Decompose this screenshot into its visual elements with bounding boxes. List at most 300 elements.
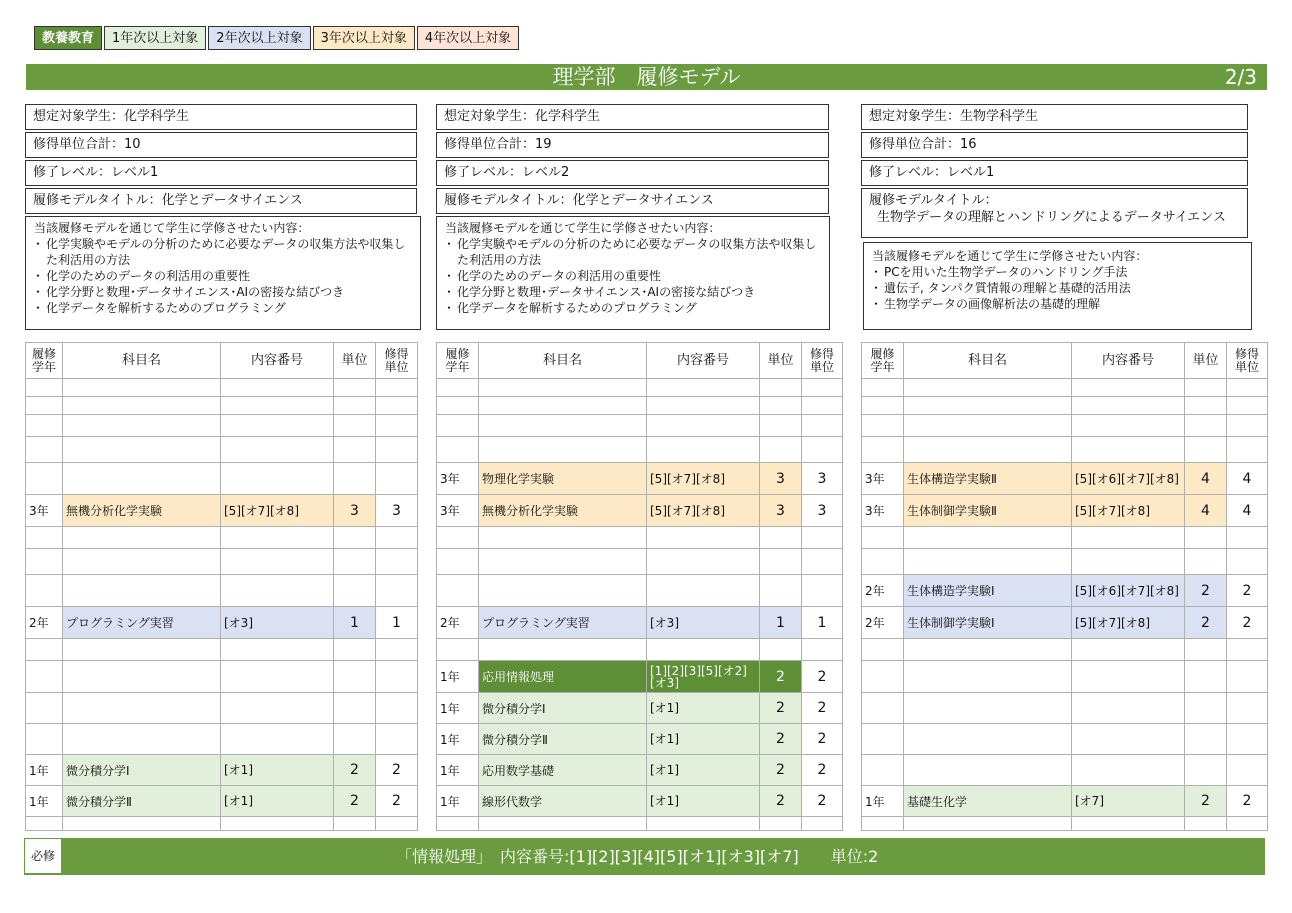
table-row <box>862 495 1268 527</box>
course-code: [5][オ6][オ7][オ8] <box>1072 575 1185 607</box>
course-units <box>334 549 376 575</box>
learning-goal-item: ・ 化学のためのデータの利活用の重要性 <box>445 268 821 284</box>
table-row <box>862 575 1268 607</box>
table-row <box>862 527 1268 549</box>
course-name <box>63 415 221 437</box>
course-name: 応用情報処理 <box>479 661 647 693</box>
course-earned <box>1227 755 1268 786</box>
course-earned <box>1227 379 1268 397</box>
legend-item: 2年次以上対象 <box>208 26 310 50</box>
course-code <box>1072 693 1185 724</box>
course-earned <box>376 415 418 437</box>
total-units: 修得単位合計：10 <box>25 132 417 158</box>
table-row <box>437 607 843 639</box>
table-row <box>437 724 843 755</box>
learning-goal-item: ・ 化学データを解析するためのプログラミング <box>445 300 821 316</box>
table-row <box>26 437 418 463</box>
table-row <box>26 549 418 575</box>
course-year <box>862 527 904 549</box>
course-year <box>437 397 479 415</box>
subject-header: 科目名 <box>904 343 1072 379</box>
course-year <box>26 639 63 661</box>
course-units <box>334 463 376 495</box>
course-year <box>437 527 479 549</box>
course-units <box>1185 549 1227 575</box>
table-row <box>862 639 1268 661</box>
course-code: [オ1] <box>647 724 760 755</box>
course-units <box>334 817 376 831</box>
course-earned <box>1227 817 1268 831</box>
table-row <box>26 755 418 786</box>
course-year: 2年 <box>437 607 479 639</box>
course-year <box>862 437 904 463</box>
model-title: 履修モデルタイトル：化学とデータサイエンス <box>436 188 829 214</box>
course-year <box>862 661 904 693</box>
course-name <box>904 639 1072 661</box>
legend-item: 4年次以上対象 <box>417 26 519 50</box>
course-earned <box>802 379 843 397</box>
course-name <box>63 463 221 495</box>
table-row <box>437 693 843 724</box>
course-earned <box>376 397 418 415</box>
course-year <box>26 549 63 575</box>
course-name <box>904 397 1072 415</box>
total-units: 修得単位合計：19 <box>436 132 829 158</box>
course-units <box>334 639 376 661</box>
target-student: 想定対象学生：化学科学生 <box>436 104 829 130</box>
table-row <box>862 463 1268 495</box>
course-year <box>26 397 63 415</box>
course-year <box>862 693 904 724</box>
required-course-info: 「情報処理」 内容番号:[1][2][3][4][5][オ1][オ3][オ7] 単位:2 <box>396 847 879 866</box>
course-code: [オ3] <box>221 607 334 639</box>
course-year <box>862 549 904 575</box>
course-units <box>334 661 376 693</box>
learning-goals-box <box>863 242 1252 330</box>
course-units: 3 <box>760 495 802 527</box>
course-year <box>862 397 904 415</box>
table-row <box>26 527 418 549</box>
course-year <box>862 755 904 786</box>
course-units: 1 <box>760 607 802 639</box>
course-name: 物理化学実験 <box>479 463 647 495</box>
course-name <box>479 397 647 415</box>
course-name: 生体制御学実験Ⅰ <box>904 607 1072 639</box>
color-legend <box>34 26 521 50</box>
course-code <box>1072 661 1185 693</box>
course-earned <box>1227 397 1268 415</box>
course-earned <box>802 437 843 463</box>
learning-goals-box <box>436 216 830 330</box>
target-student: 想定対象学生：生物学科学生 <box>861 104 1248 130</box>
units-header: 単位 <box>760 343 802 379</box>
course-earned <box>802 639 843 661</box>
course-code <box>221 549 334 575</box>
table-row <box>437 397 843 415</box>
course-units <box>1185 397 1227 415</box>
course-earned: 2 <box>802 786 843 817</box>
target-student: 想定対象学生：化学科学生 <box>25 104 417 130</box>
course-year: 3年 <box>437 495 479 527</box>
page-title-bar <box>26 64 1267 90</box>
table-row <box>862 786 1268 817</box>
course-name: 基礎生化学 <box>904 786 1072 817</box>
course-code: [5][オ6][オ7][オ8] <box>1072 463 1185 495</box>
course-units <box>1185 437 1227 463</box>
course-earned <box>376 724 418 755</box>
course-year <box>437 379 479 397</box>
course-code <box>221 379 334 397</box>
course-code: [オ7] <box>1072 786 1185 817</box>
table-row <box>437 755 843 786</box>
course-earned <box>1227 639 1268 661</box>
course-name <box>904 817 1072 831</box>
course-code <box>647 527 760 549</box>
table-row <box>862 693 1268 724</box>
learning-goals-heading: 当該履修モデルを通じて学生に学修させたい内容： <box>872 249 1148 263</box>
course-code: [オ3] <box>647 607 760 639</box>
course-earned <box>376 575 418 607</box>
course-name <box>63 397 221 415</box>
learning-goal-item: ・ 化学分野と数理･データサイエンス･AIの密接な結びつき <box>34 284 412 300</box>
course-earned <box>376 379 418 397</box>
course-code: [オ1] <box>647 693 760 724</box>
course-earned <box>1227 549 1268 575</box>
course-name: 微分積分学Ⅰ <box>63 755 221 786</box>
course-name: 応用数学基礎 <box>479 755 647 786</box>
table-row <box>26 495 418 527</box>
course-units <box>334 415 376 437</box>
course-name <box>63 639 221 661</box>
course-code <box>1072 639 1185 661</box>
course-units <box>760 527 802 549</box>
table-row <box>437 786 843 817</box>
course-earned <box>1227 527 1268 549</box>
course-name <box>904 549 1072 575</box>
course-code <box>647 415 760 437</box>
earned-units-header: 修得単位 <box>802 343 843 379</box>
total-units: 修得単位合計：16 <box>861 132 1248 158</box>
learning-goal-item: ・ 遺伝子, タンパク質情報の理解と基礎的活用法 <box>872 280 1243 296</box>
table-row <box>437 379 843 397</box>
year-header: 履修学年 <box>437 343 479 379</box>
course-year <box>26 415 63 437</box>
course-units: 2 <box>760 755 802 786</box>
course-year <box>437 639 479 661</box>
table-row <box>437 661 843 693</box>
course-code: [オ1] <box>221 755 334 786</box>
year-header: 履修学年 <box>26 343 63 379</box>
course-year: 1年 <box>437 693 479 724</box>
course-code <box>647 397 760 415</box>
course-year: 3年 <box>437 463 479 495</box>
learning-goal-item: ・ 化学のためのデータの利活用の重要性 <box>34 268 412 284</box>
course-earned: 1 <box>802 607 843 639</box>
content-number-header: 内容番号 <box>221 343 334 379</box>
course-name: 生体制御学実験Ⅱ <box>904 495 1072 527</box>
course-name <box>63 724 221 755</box>
learning-goal-item: ・ 化学実験やモデルの分析のために必要なデータの収集方法や収集した利活用の方法 <box>445 236 821 268</box>
course-code: [オ1] <box>647 786 760 817</box>
course-year <box>862 379 904 397</box>
course-name: 生体構造学実験Ⅱ <box>904 463 1072 495</box>
course-units <box>334 724 376 755</box>
learning-goal-item: ・ 化学実験やモデルの分析のために必要なデータの収集方法や収集した利活用の方法 <box>34 236 412 268</box>
course-units <box>1185 639 1227 661</box>
course-code <box>221 397 334 415</box>
course-name <box>63 661 221 693</box>
course-code <box>221 437 334 463</box>
learning-goal-item: ・ PCを用いた生物学データのハンドリング手法 <box>872 264 1243 280</box>
course-name <box>479 379 647 397</box>
course-name: プログラミング実習 <box>63 607 221 639</box>
course-name <box>904 527 1072 549</box>
course-earned <box>802 817 843 831</box>
course-year: 3年 <box>26 495 63 527</box>
course-code <box>647 379 760 397</box>
course-code <box>1072 549 1185 575</box>
units-header: 単位 <box>1185 343 1227 379</box>
page-number: 2/3 <box>1224 65 1257 89</box>
course-year <box>26 463 63 495</box>
table-row <box>437 463 843 495</box>
course-year <box>26 379 63 397</box>
table-row <box>26 415 418 437</box>
table-row <box>862 607 1268 639</box>
course-year <box>862 724 904 755</box>
course-earned: 2 <box>802 693 843 724</box>
course-units: 2 <box>1185 607 1227 639</box>
table-row <box>437 639 843 661</box>
course-year <box>26 817 63 831</box>
course-earned: 2 <box>1227 607 1268 639</box>
course-name <box>904 755 1072 786</box>
course-table <box>436 342 843 831</box>
course-name <box>904 437 1072 463</box>
course-year: 1年 <box>862 786 904 817</box>
course-name <box>479 527 647 549</box>
course-name: 微分積分学Ⅱ <box>63 786 221 817</box>
course-earned: 4 <box>1227 463 1268 495</box>
course-code <box>221 639 334 661</box>
course-units <box>760 817 802 831</box>
course-name <box>63 817 221 831</box>
course-code: [5][オ7][オ8] <box>221 495 334 527</box>
course-name: プログラミング実習 <box>479 607 647 639</box>
table-row <box>26 817 418 831</box>
units-header: 単位 <box>334 343 376 379</box>
table-row <box>862 379 1268 397</box>
course-code <box>221 463 334 495</box>
course-earned: 2 <box>802 724 843 755</box>
course-earned <box>376 549 418 575</box>
course-year <box>437 549 479 575</box>
course-earned: 2 <box>376 755 418 786</box>
subject-header: 科目名 <box>63 343 221 379</box>
completion-level: 修了レベル：レベル1 <box>861 160 1248 186</box>
table-row <box>862 549 1268 575</box>
legend-item: 教養教育 <box>34 26 102 50</box>
course-name <box>63 549 221 575</box>
course-earned <box>802 397 843 415</box>
course-units: 2 <box>760 724 802 755</box>
course-code: [5][オ7][オ8] <box>647 463 760 495</box>
earned-units-header: 修得単位 <box>1227 343 1268 379</box>
course-code <box>1072 437 1185 463</box>
course-code <box>647 639 760 661</box>
course-units <box>334 379 376 397</box>
course-earned: 3 <box>376 495 418 527</box>
model-title-label: 履修モデルタイトル： <box>869 193 998 208</box>
required-course-footer <box>24 838 1265 875</box>
course-earned <box>376 463 418 495</box>
table-row <box>862 415 1268 437</box>
course-units <box>1185 661 1227 693</box>
table-row <box>862 817 1268 831</box>
course-year: 1年 <box>437 724 479 755</box>
course-earned: 2 <box>1227 575 1268 607</box>
course-code <box>1072 817 1185 831</box>
legend-item: 3年次以上対象 <box>313 26 415 50</box>
course-units <box>334 693 376 724</box>
course-year <box>437 437 479 463</box>
course-year <box>437 575 479 607</box>
course-name <box>63 379 221 397</box>
course-code <box>1072 379 1185 397</box>
course-year: 2年 <box>862 575 904 607</box>
course-year: 1年 <box>26 755 63 786</box>
course-units <box>760 575 802 607</box>
course-name: 無機分析化学実験 <box>63 495 221 527</box>
course-units <box>760 397 802 415</box>
course-code <box>1072 527 1185 549</box>
model-title <box>861 188 1248 238</box>
table-row <box>862 397 1268 415</box>
course-earned <box>1227 437 1268 463</box>
course-earned: 2 <box>1227 786 1268 817</box>
course-code: [オ1] <box>221 786 334 817</box>
course-name <box>904 724 1072 755</box>
course-units: 2 <box>334 786 376 817</box>
course-name: 線形代数学 <box>479 786 647 817</box>
course-name: 無機分析化学実験 <box>479 495 647 527</box>
course-name <box>63 527 221 549</box>
course-code: [5][オ7][オ8] <box>1072 495 1185 527</box>
course-code: [5][オ7][オ8] <box>1072 607 1185 639</box>
table-row <box>437 549 843 575</box>
course-code <box>221 575 334 607</box>
course-units <box>760 379 802 397</box>
course-code <box>221 817 334 831</box>
table-row <box>437 817 843 831</box>
course-units <box>1185 415 1227 437</box>
course-earned <box>376 639 418 661</box>
course-code <box>221 661 334 693</box>
model-title-text: 生物学データの理解とハンドリングによるデータサイエンス <box>877 210 1226 225</box>
completion-level: 修了レベル：レベル1 <box>25 160 417 186</box>
course-units: 2 <box>760 786 802 817</box>
course-name <box>904 415 1072 437</box>
learning-goal-item: ・ 化学データを解析するためのプログラミング <box>34 300 412 316</box>
course-code <box>1072 415 1185 437</box>
course-name <box>479 437 647 463</box>
course-units: 1 <box>334 607 376 639</box>
course-units <box>334 437 376 463</box>
course-name <box>479 415 647 437</box>
course-earned <box>376 437 418 463</box>
course-units <box>1185 817 1227 831</box>
course-name <box>479 549 647 575</box>
learning-goal-item: ・ 生物学データの画像解析法の基礎的理解 <box>872 296 1243 312</box>
course-units: 2 <box>760 661 802 693</box>
course-code <box>1072 755 1185 786</box>
course-units <box>334 527 376 549</box>
course-year <box>862 639 904 661</box>
course-name <box>63 437 221 463</box>
content-number-header: 内容番号 <box>1072 343 1185 379</box>
course-units: 3 <box>760 463 802 495</box>
course-name: 生体構造学実験Ⅰ <box>904 575 1072 607</box>
table-row <box>26 397 418 415</box>
earned-units-header: 修得単位 <box>376 343 418 379</box>
course-code <box>221 724 334 755</box>
course-year <box>437 415 479 437</box>
course-name <box>63 575 221 607</box>
content-number-header: 内容番号 <box>647 343 760 379</box>
course-code: [オ1] <box>647 755 760 786</box>
course-year: 1年 <box>437 661 479 693</box>
completion-level: 修了レベル：レベル2 <box>436 160 829 186</box>
course-units: 4 <box>1185 463 1227 495</box>
course-units <box>1185 693 1227 724</box>
course-units <box>760 639 802 661</box>
course-year <box>26 661 63 693</box>
learning-goals-heading: 当該履修モデルを通じて学生に学修させたい内容： <box>34 221 310 235</box>
course-units <box>334 397 376 415</box>
course-units <box>760 437 802 463</box>
course-code <box>1072 724 1185 755</box>
course-earned <box>802 527 843 549</box>
model-title: 履修モデルタイトル：化学とデータサイエンス <box>25 188 417 214</box>
table-row <box>437 415 843 437</box>
course-units: 2 <box>1185 786 1227 817</box>
course-year: 3年 <box>862 495 904 527</box>
course-code <box>221 693 334 724</box>
course-units <box>760 549 802 575</box>
course-name <box>479 575 647 607</box>
table-row <box>862 755 1268 786</box>
course-code <box>647 549 760 575</box>
course-name <box>479 817 647 831</box>
course-earned: 3 <box>802 495 843 527</box>
course-name <box>904 661 1072 693</box>
table-row <box>26 693 418 724</box>
table-row <box>26 463 418 495</box>
table-row <box>26 786 418 817</box>
learning-goal-item: ・ 化学分野と数理･データサイエンス･AIの密接な結びつき <box>445 284 821 300</box>
course-year: 2年 <box>862 607 904 639</box>
course-year: 2年 <box>26 607 63 639</box>
course-year: 3年 <box>862 463 904 495</box>
course-units: 3 <box>334 495 376 527</box>
course-earned: 4 <box>1227 495 1268 527</box>
course-earned <box>802 575 843 607</box>
course-earned: 2 <box>376 786 418 817</box>
learning-goals-heading: 当該履修モデルを通じて学生に学修させたい内容： <box>445 221 721 235</box>
course-earned <box>1227 724 1268 755</box>
course-code: [5][オ7][オ8] <box>647 495 760 527</box>
course-table <box>861 342 1268 831</box>
